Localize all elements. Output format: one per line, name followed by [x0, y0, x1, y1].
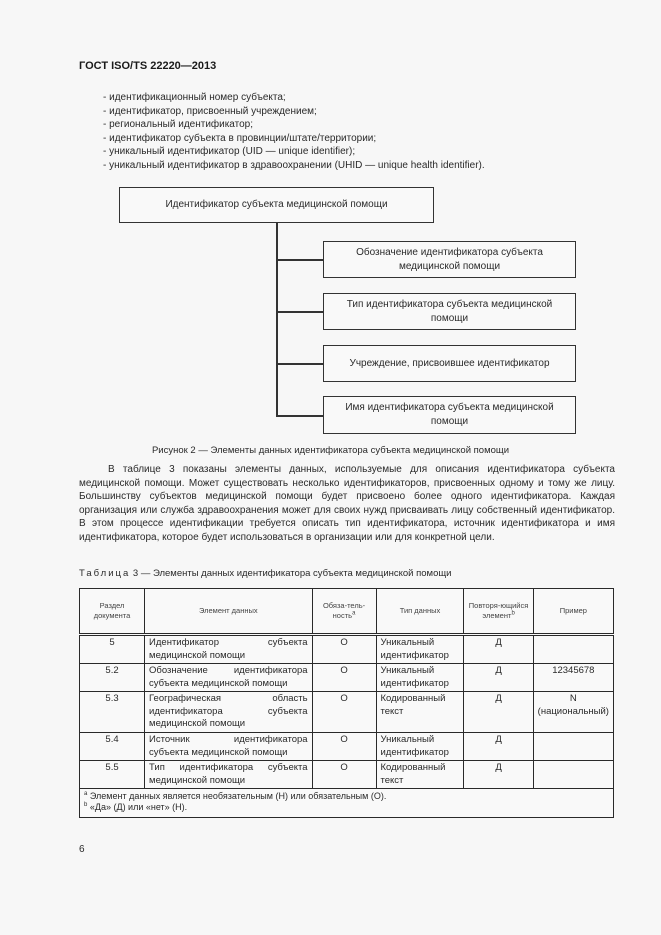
footnote-text: «Да» (Д) или «нет» (Н). [89, 802, 188, 812]
header-obligation [312, 589, 376, 635]
footnote-mark: a [352, 610, 356, 617]
cell-example: N (национальный) [533, 692, 613, 733]
diagram-child-box: Обозначение идентификатора субъекта медицинской помощи [323, 241, 576, 278]
diagram-connector [276, 259, 323, 261]
cell-datatype: Уникальный идентификатор [376, 664, 464, 692]
cell-element: Тип идентификатора субъекта медицинской помощи [145, 761, 313, 789]
list-item: - региональный идентификатор; [103, 119, 254, 131]
cell-obligation: О [312, 733, 376, 761]
table-notes [80, 789, 614, 818]
table-note [84, 791, 609, 802]
table-notes-row [80, 789, 614, 818]
cell-datatype: Уникальный идентификатор [376, 733, 464, 761]
header-element: Элемент данных [145, 589, 313, 635]
cell-obligation: О [312, 692, 376, 733]
footnote-text: Элемент данных является необязательным (Н) или обязательным (О). [89, 791, 387, 801]
table-row [80, 761, 614, 789]
data-elements-table [79, 588, 614, 818]
table-row [80, 733, 614, 761]
list-item: - уникальный идентификатор в здравоохранении (UHID — unique health identifier). [103, 159, 485, 171]
table-note [84, 802, 609, 813]
header-repeating [464, 589, 533, 635]
list-item: - идентификационный номер субъекта; [103, 92, 286, 103]
cell-section: 5.4 [80, 733, 145, 761]
diagram-root-box: Идентификатор субъекта медицинской помощи [119, 187, 434, 223]
table-caption-label: Таблица [79, 568, 131, 579]
figure-caption: Рисунок 2 — Элементы данных идентификатора субъекта медицинской помощи [151, 445, 510, 456]
cell-repeating: Д [464, 761, 533, 789]
diagram-child-box: Учреждение, присвоившее идентификатор [323, 345, 576, 382]
cell-obligation: О [312, 664, 376, 692]
cell-element: Обозначение идентификатора субъекта медицинской помощи [145, 664, 313, 692]
cell-section: 5.5 [80, 761, 145, 789]
table-row [80, 664, 614, 692]
table-row [80, 692, 614, 733]
page-number: 6 [79, 844, 85, 855]
cell-example [533, 635, 613, 664]
table-caption [79, 568, 451, 579]
cell-repeating: Д [464, 635, 533, 664]
cell-example [533, 733, 613, 761]
cell-datatype: Кодированный текст [376, 761, 464, 789]
document-header-title: ГОСТ ISO/TS 22220—2013 [79, 60, 217, 72]
header-datatype: Тип данных [376, 589, 464, 635]
diagram-connector [276, 311, 323, 313]
cell-element: Источник идентификатора субъекта медицинской помощи [145, 733, 313, 761]
cell-section: 5 [80, 635, 145, 664]
footnote-mark: b [84, 802, 88, 808]
cell-section: 5.2 [80, 664, 145, 692]
diagram-child-box: Имя идентификатора субъекта медицинской помощи [323, 396, 576, 434]
cell-datatype: Уникальный идентификатор [376, 635, 464, 664]
header-section: Раздел документа [80, 589, 145, 635]
diagram-connector [276, 415, 323, 417]
table-header-row [80, 589, 614, 635]
list-item: - идентификатор, присвоенный учреждением; [103, 105, 317, 117]
diagram-connector [276, 363, 323, 365]
footnote-mark: b [511, 610, 515, 617]
table-row [80, 635, 614, 664]
cell-repeating: Д [464, 664, 533, 692]
identifier-list [103, 91, 485, 173]
header-example: Пример [533, 589, 613, 635]
footnote-mark: a [84, 791, 88, 797]
cell-obligation: О [312, 635, 376, 664]
diagram-child-box: Тип идентификатора субъекта медицинской помощи [323, 293, 576, 330]
cell-example [533, 761, 613, 789]
cell-example: 12345678 [533, 664, 613, 692]
list-item: - идентификатор субъекта в провинции/штате/территории; [103, 132, 377, 144]
cell-repeating: Д [464, 733, 533, 761]
header-obligation-label: Обяза-тель-ность [322, 600, 366, 620]
cell-repeating: Д [464, 692, 533, 733]
cell-datatype: Кодированный текст [376, 692, 464, 733]
diagram-connector-vertical [276, 223, 278, 416]
cell-section: 5.3 [80, 692, 145, 733]
list-item: - уникальный идентификатор (UID — unique identifier); [103, 146, 356, 158]
cell-element: Географическая область идентификатора субъекта медицинской помощи [145, 692, 313, 733]
header-repeating-label: Повторя-ющийся элемент [468, 600, 529, 620]
cell-obligation: О [312, 761, 376, 789]
body-paragraph: В таблице 3 показаны элементы данных, используемые для описания идентификатора субъекта медицинской помощи. Может существовать несколько идентификаторов, присвоенных одному и тому же лицу. Большинству субъектов медицинской помощи будет присвоено более одного идентификатора. Каждая организация или служба здравоохранения может для своих нужд присваивать лицу собственный идентификатор. В этом процессе идентификации требуется описать тип идентификатора, источник идентификатора и имя идентификатора, которое будет использоваться в организации или для конкретной цели. [79, 464, 615, 543]
table-caption-text: 3 — Элементы данных идентификатора субъекта медицинской помощи [132, 568, 452, 579]
cell-element: Идентификатор субъекта медицинской помощи [145, 635, 313, 664]
